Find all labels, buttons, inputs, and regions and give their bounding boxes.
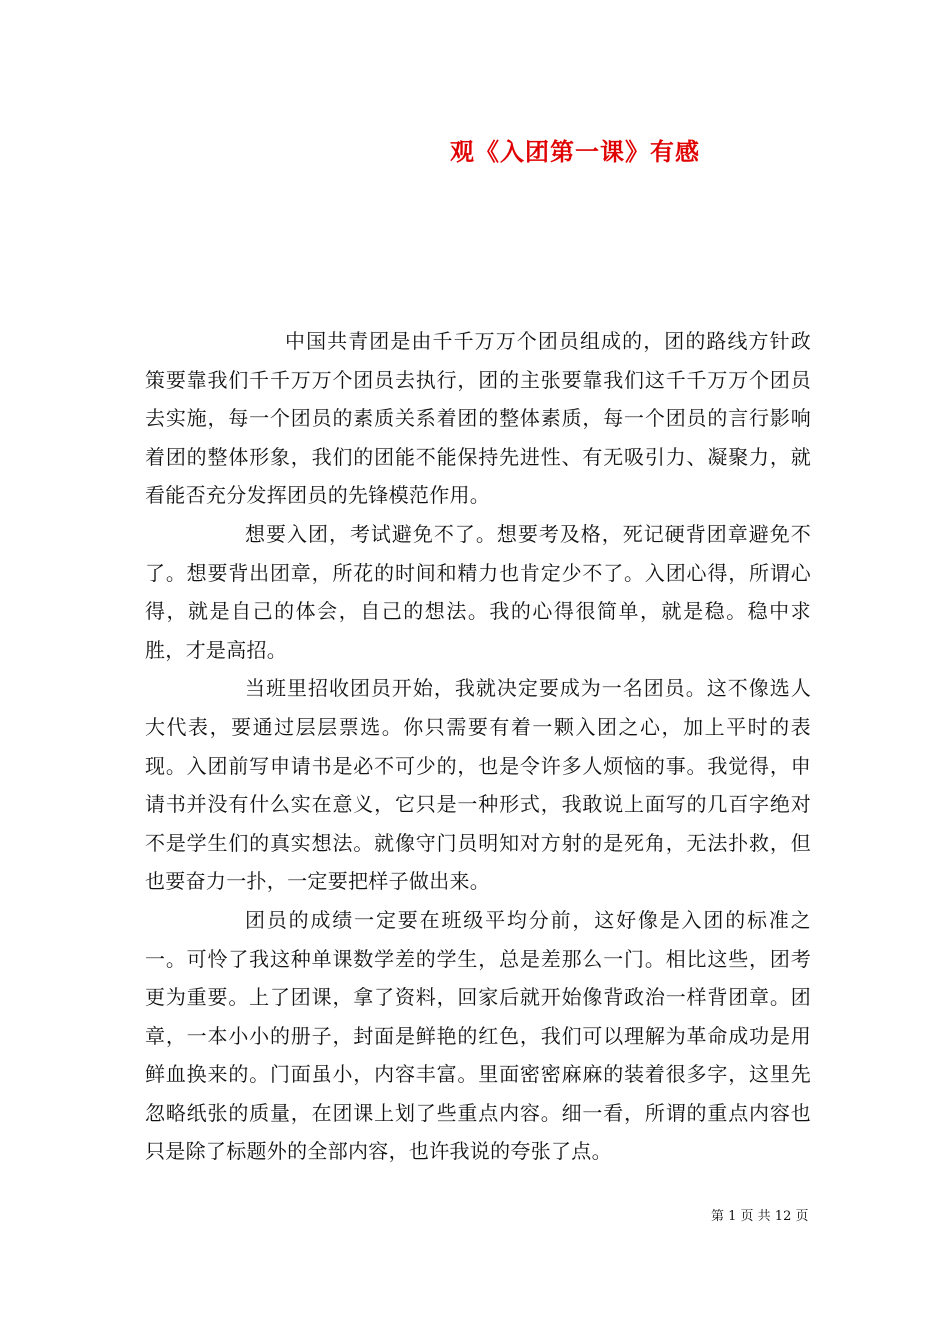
document-title-text: 观《入团第一课》有感 xyxy=(450,137,700,166)
document-title xyxy=(450,132,700,168)
paragraph-1: 中国共青团是由千千万万个团员组成的，团的路线方针政策要靠我们千千万万个团员去执行，团的主张要靠我们这千千万万个团员去实施，每一个团员的素质关系着团的整体素质，每一个团员的言行影响着团的整体形象，我们的团能不能保持先进性、有无吸引力、凝聚力，就看能否充分发挥团员的先锋模范作用。 xyxy=(145,329,811,508)
paragraph-4: 团员的成绩一定要在班级平均分前，这好像是入团的标准之一。可怜了我这种单课数学差的学生，总是差那么一门。相比这些，团考更为重要。上了团课，拿了资料，回家后就开始像背政治一样背团章。团章，一本小小的册子，封面是鲜艳的红色，我们可以理解为革命成功是用鲜血换来的。门面虽小，内容丰富。里面密密麻麻的装着很多字，这里先忽略纸张的质量，在团课上划了些重点内容。细一看，所谓的重点内容也只是除了标题外的全部内容，也许我说的夸张了点。 xyxy=(145,907,811,1164)
page-number-footer: 第 1 页 共 12 页 xyxy=(711,1209,809,1224)
paragraph-3: 当班里招收团员开始，我就决定要成为一名团员。这不像选人大代表，要通过层层票选。你只需要有着一颗入团之心，加上平时的表现。入团前写申请书是必不可少的，也是令许多人烦恼的事。我觉得，申请书并没有什么实在意义，它只是一种形式，我敢说上面写的几百字绝对不是学生们的真实想法。就像守门员明知对方射的是死角，无法扑救，但也要奋力一扑，一定要把样子做出来。 xyxy=(145,676,811,894)
document-body xyxy=(145,322,811,1171)
paragraph-2: 想要入团，考试避免不了。想要考及格，死记硬背团章避免不了。想要背出团章，所花的时间和精力也肯定少不了。入团心得，所谓心得，就是自己的体会，自己的想法。我的心得很简单，就是稳。稳中求胜，才是高招。 xyxy=(145,521,811,662)
